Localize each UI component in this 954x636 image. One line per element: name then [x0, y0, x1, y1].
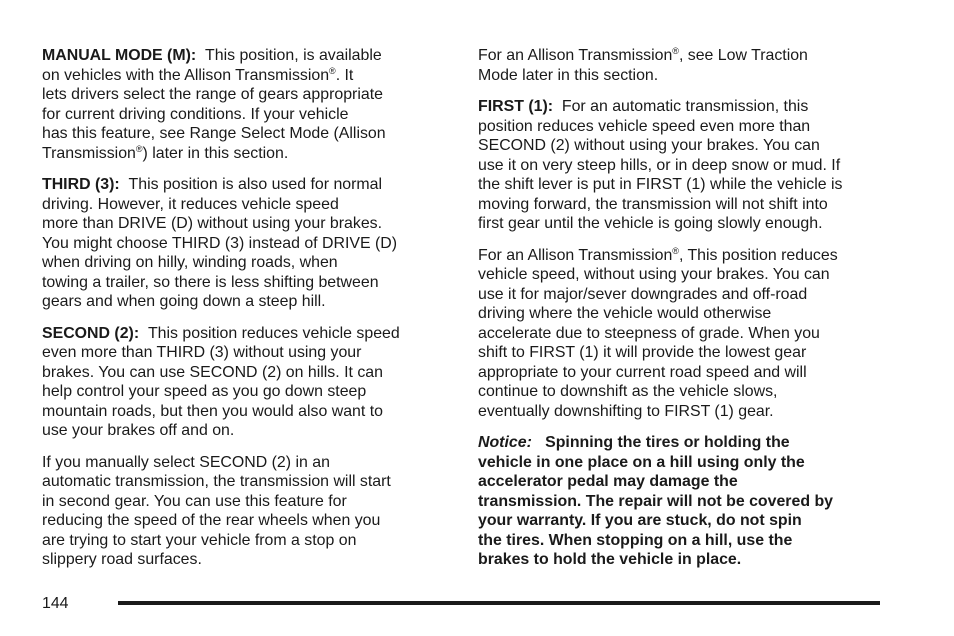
text-line: SECOND (2) without using your brakes. You can — [478, 137, 820, 154]
text-line: in second gear. You can use this feature for — [42, 492, 347, 510]
text-line: for current driving conditions. If your vehicle — [42, 105, 349, 123]
text-line: first gear until the vehicle is going slowly enough. — [478, 215, 823, 232]
manual-mode-heading: MANUAL MODE (M): — [42, 47, 197, 64]
registered-mark: ® — [672, 245, 679, 256]
manual-mode-paragraph — [42, 46, 454, 163]
text-line: , This position reduces — [678, 246, 838, 264]
text-line: vehicle in one place on a hill using only the — [478, 453, 805, 471]
text-line: are trying to start your vehicle from a stop on — [42, 531, 357, 549]
allison-first-paragraph — [478, 246, 888, 422]
text-line: This position is also used for normal — [128, 176, 383, 193]
text-line: moving forward, the transmission will not shift into — [478, 195, 828, 213]
registered-mark: ® — [135, 143, 143, 154]
text-line: appropriate to your current road speed and will — [478, 363, 807, 381]
notice-paragraph — [478, 433, 888, 570]
text-line: more than DRIVE (D) without using your brakes. — [42, 215, 383, 232]
text-line: For an Allison Transmission — [478, 47, 673, 64]
text-line: brakes. You can use SECOND (2) on hills. It can — [42, 363, 383, 381]
second-paragraph — [42, 324, 454, 441]
text-line: This position, is available — [205, 47, 382, 64]
text-line: driving where the vehicle would otherwise — [478, 305, 772, 322]
text-line: If you manually select SECOND (2) in an — [42, 453, 330, 471]
text-line: . It — [335, 66, 354, 84]
text-line: the shift lever is put in FIRST (1) while the vehicle is — [478, 176, 843, 193]
allison-low-traction-paragraph — [478, 46, 888, 85]
text-line: help control your speed as you go down steep — [42, 383, 367, 400]
third-heading: THIRD (3): — [42, 176, 120, 193]
text-line: mountain roads, but then you would also want to — [42, 402, 383, 420]
text-line: driving. However, it reduces vehicle speed — [42, 195, 339, 213]
text-line: use it on very steep hills, or in deep snow or mud. If — [478, 156, 841, 174]
text-line: lets drivers select the range of gears appropriate — [42, 86, 383, 103]
text-line: when driving on hilly, winding roads, when — [42, 254, 338, 271]
text-line: Mode later in this section. — [478, 66, 659, 84]
text-line: Spinning the tires or holding the — [545, 434, 790, 451]
left-column — [42, 46, 454, 582]
text-line: accelerate due to steepness of grade. When you — [478, 324, 820, 342]
text-line: For an automatic transmission, this — [561, 98, 809, 115]
text-line: brakes to hold the vehicle in place. — [478, 551, 742, 568]
text-line: use your brakes off and on. — [42, 422, 235, 439]
text-line: continue to downshift as the vehicle slows, — [478, 383, 778, 400]
text-line: the tires. When stopping on a hill, use the — [478, 531, 793, 549]
footer-rule — [118, 601, 880, 605]
third-paragraph — [42, 175, 454, 312]
text-line: shift to FIRST (1) it will provide the lowest gear — [478, 344, 807, 361]
first-paragraph — [478, 97, 888, 234]
text-line: , see Low Traction — [678, 47, 808, 64]
text-line: For an Allison Transmission — [478, 246, 673, 264]
text-line: slippery road surfaces. — [42, 551, 202, 568]
text-line: eventually downshifting to FIRST (1) gear. — [478, 402, 774, 420]
registered-mark: ® — [672, 46, 679, 56]
text-line: towing a trailer, so there is less shifting between — [42, 273, 379, 291]
right-column — [478, 46, 888, 582]
text-line: use it for major/sever downgrades and off-road — [478, 285, 808, 303]
second-heading: SECOND (2): — [42, 324, 140, 342]
text-line: vehicle speed, without using your brakes. You can — [478, 266, 830, 283]
text-line: automatic transmission, the transmission will start — [42, 473, 391, 490]
registered-mark: ® — [329, 65, 336, 76]
text-line: on vehicles with the Allison Transmission — [42, 66, 330, 84]
second-manual-paragraph — [42, 453, 454, 570]
text-line: gears and when going down a steep hill. — [42, 293, 326, 310]
text-line: reducing the speed of the rear wheels when you — [42, 512, 381, 529]
text-line: ) later in this section. — [142, 144, 289, 162]
text-line: This position reduces vehicle speed — [147, 324, 400, 342]
notice-label: Notice: — [478, 434, 532, 451]
text-line: Transmission — [42, 144, 136, 162]
page-number: 144 — [42, 595, 69, 612]
text-line: your warranty. If you are stuck, do not spin — [478, 512, 802, 529]
first-heading: FIRST (1): — [478, 98, 554, 115]
text-line: accelerator pedal may damage the — [478, 473, 738, 490]
text-line: position reduces vehicle speed even more than — [478, 117, 811, 135]
text-line: even more than THIRD (3) without using your — [42, 344, 362, 361]
text-line: has this feature, see Range Select Mode (Allison — [42, 125, 386, 142]
text-line: You might choose THIRD (3) instead of DRIVE (D) — [42, 234, 398, 252]
text-line: transmission. The repair will not be covered by — [478, 492, 833, 510]
